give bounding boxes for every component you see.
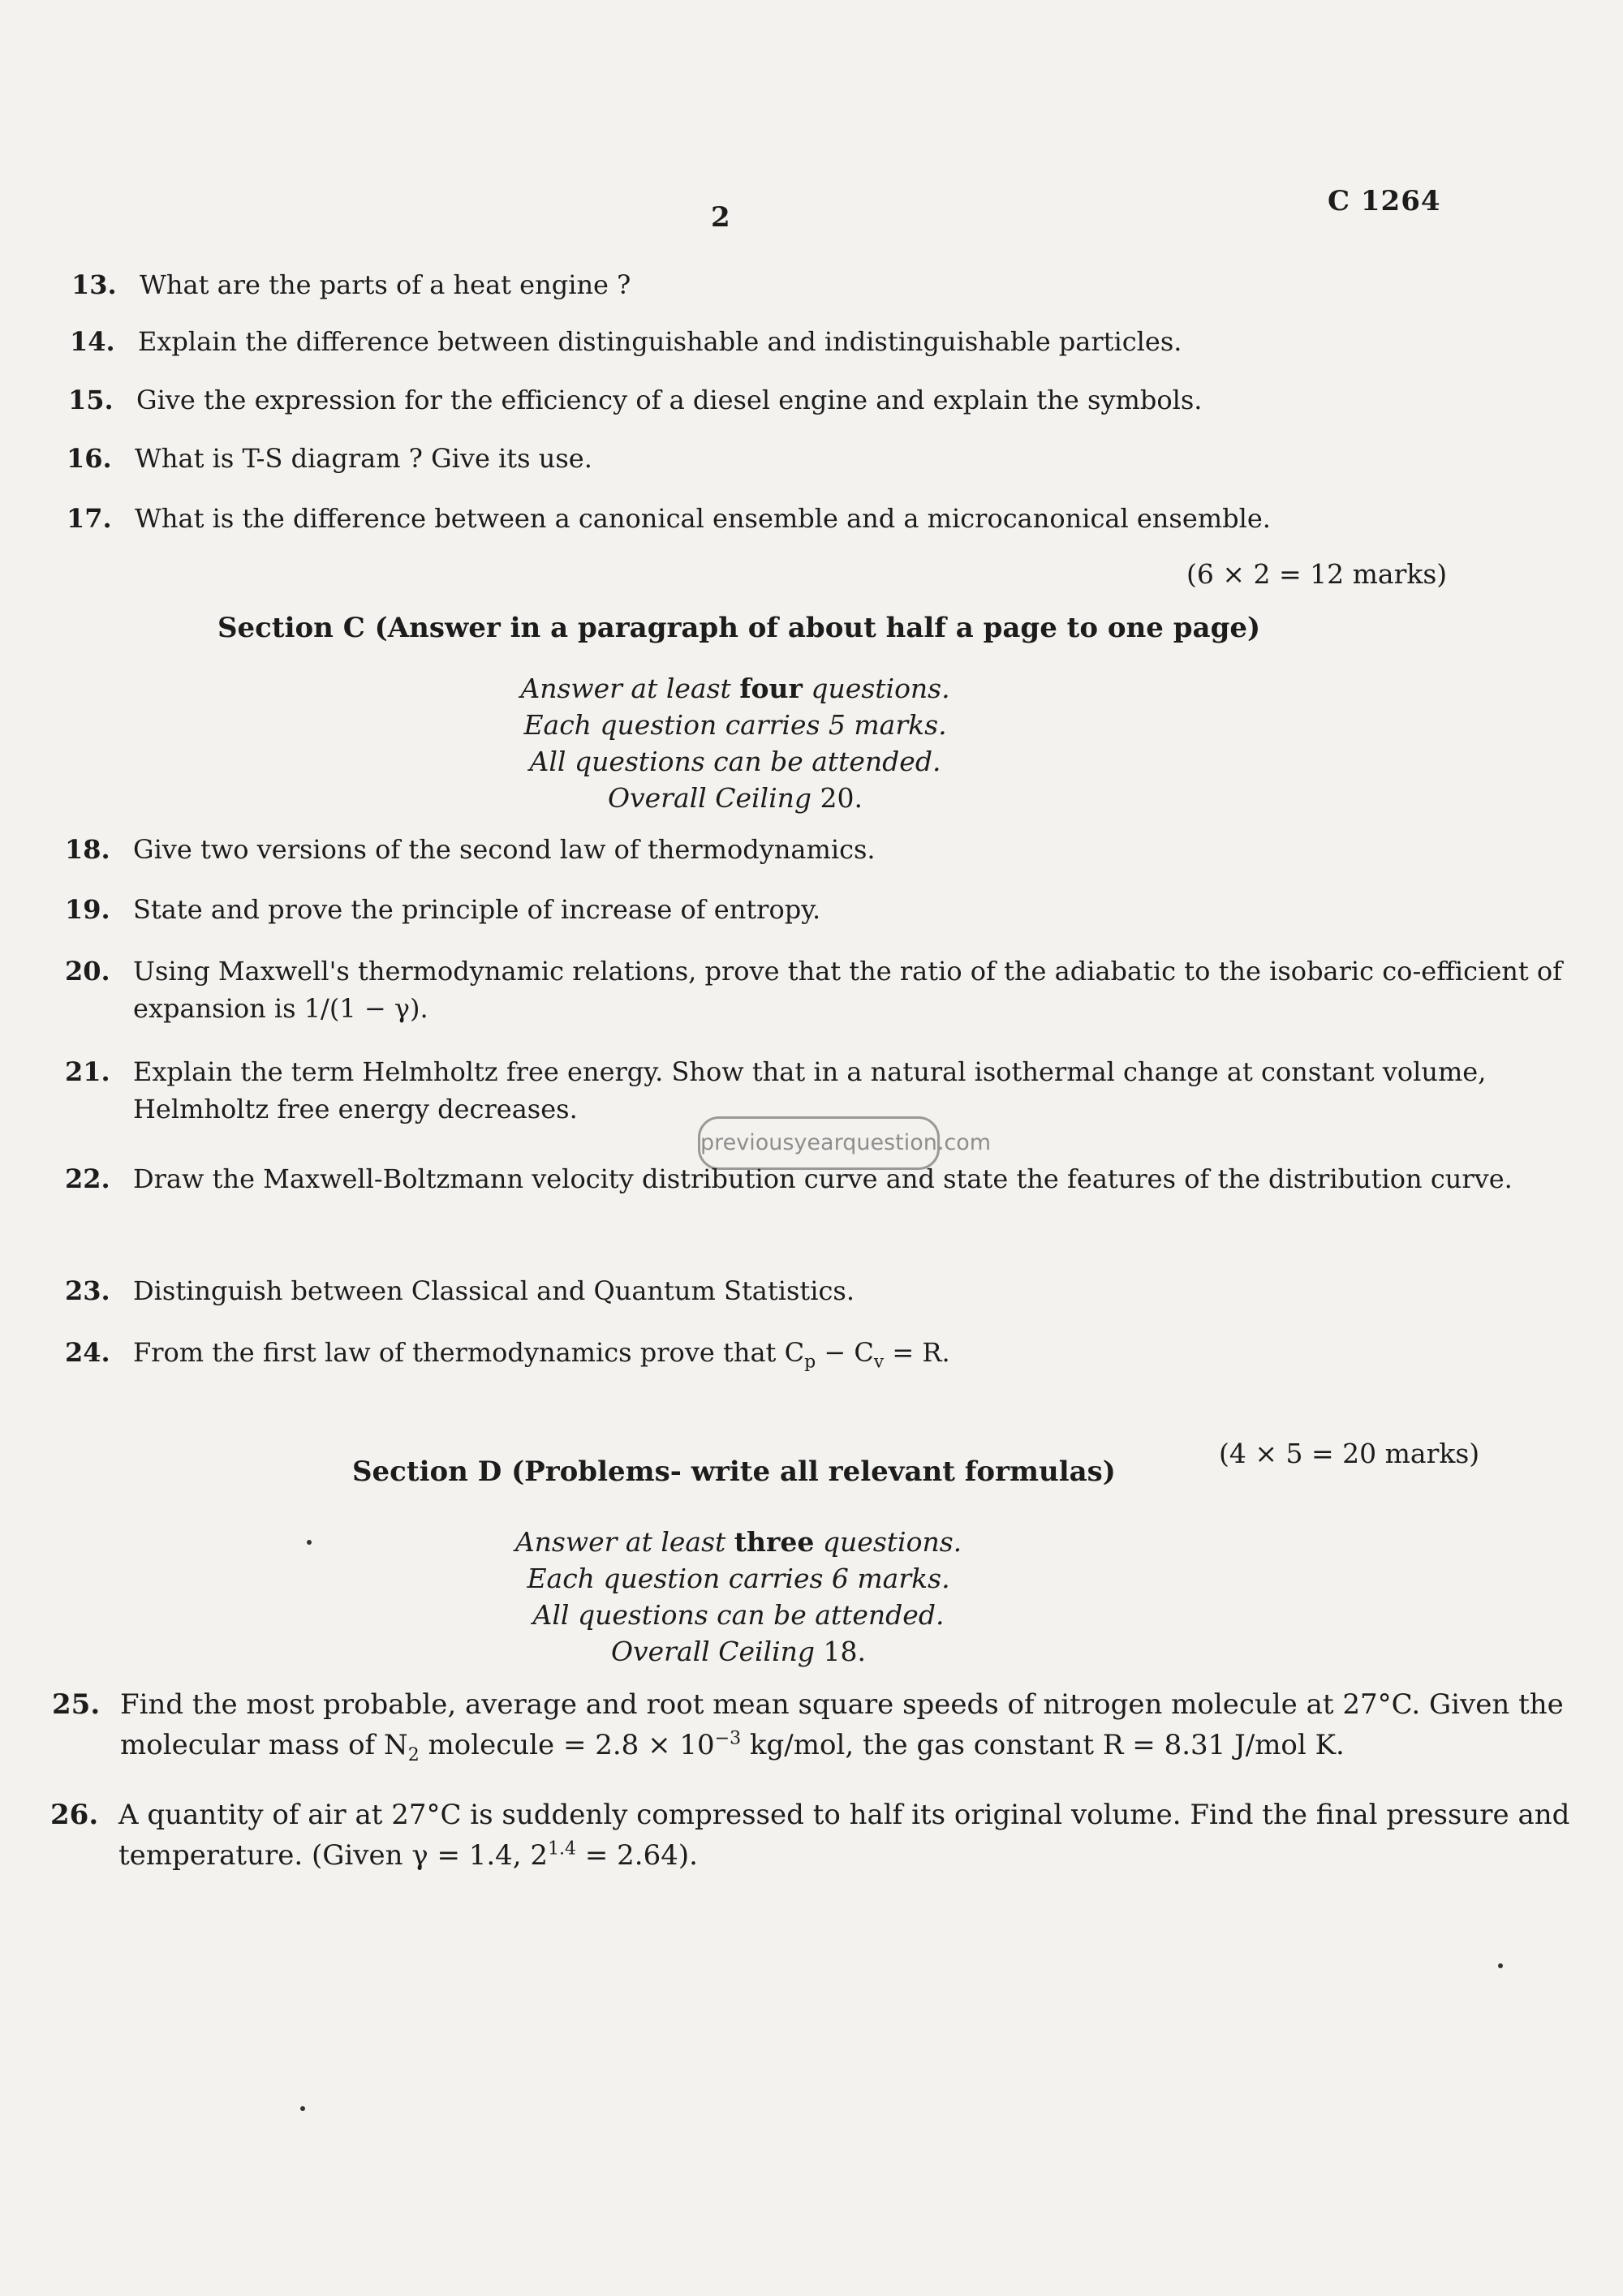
question-text: Find the most probable, average and root mean square speeds of nitrogen molecule at 27°C. Given the molecular mass of $N_2$ molecule = $2.8 \times 10^{-3}$ kg/mol, the gas constant R = 8.31 J/mol K. [120,1688,1564,1765]
question-text: Give the expression for the efficiency of a diesel engine and explain the symbols. [136,385,1203,415]
watermark-logo: previousyearquestion.com [698,1116,940,1170]
instruction-line: Each question carries 6 marks. [527,1563,950,1594]
question-number: 21. [65,1056,110,1087]
scan-speck [300,2106,305,2111]
question-number: 26. [50,1799,99,1831]
question-number: 19. [65,894,110,925]
instruction-line: Answer at least three questions. [514,1526,962,1558]
section-b-marks: (6 × 2 = 12 marks) [1186,558,1448,590]
section-d-instructions [373,1524,1104,1670]
question-text: State and prove the principle of increase of entropy. [133,894,821,925]
instruction-line: Overall Ceiling 20. [607,782,863,814]
question-text: What is T-S diagram ? Give its use. [135,443,592,474]
question-text: Distinguish between Classical and Quantum Statistics. [133,1275,855,1306]
section-c-title: Section C (Answer in a paragraph of about half a page to one page) [217,612,1261,644]
question-number: 14. [70,326,115,357]
scan-speck [1498,1963,1503,1968]
question-text: Give two versions of the second law of thermodynamics. [133,834,876,865]
instruction-line: All questions can be attended. [532,1599,945,1631]
scan-speck [307,1540,312,1545]
question-number: 22. [65,1163,110,1194]
question-number: 24. [65,1337,110,1368]
question-number: 13. [71,269,117,300]
section-c-instructions [370,670,1100,816]
instruction-line: Overall Ceiling 18. [610,1636,867,1667]
question-text: What is the difference between a canonical ensemble and a microcanonical ensemble. [135,503,1271,534]
question-number: 23. [65,1275,110,1306]
question-text: Explain the term Helmholtz free energy. Show that in a natural isothermal change at constant volume, Helmholtz free energy decreases. [133,1056,1487,1124]
section-c-marks: (4 × 5 = 20 marks) [1219,1438,1480,1469]
section-d-title: Section D (Problems- write all relevant formulas) [352,1455,1116,1488]
instruction-line: Each question carries 5 marks. [523,709,947,741]
question-text: Explain the difference between distinguishable and indistinguishable particles. [138,326,1182,357]
question-number: 17. [67,503,112,534]
question-number: 16. [67,443,112,474]
question-text: Draw the Maxwell-Boltzmann velocity distribution curve and state the features of the distribution curve. [133,1163,1513,1194]
page-number: 2 [711,201,730,234]
question-text: What are the parts of a heat engine ? [140,269,631,300]
question-text: From the first law of thermodynamics prove that $C_p - C_v = R$. [133,1337,950,1373]
question-text: A quantity of air at 27°C is suddenly compressed to half its original volume. Find the final pressure and temperature. (Given γ = 1.4, $2^{1.4} = 2.64$). [118,1799,1570,1872]
instruction-line: All questions can be attended. [529,746,941,777]
question-text: Using Maxwell's thermodynamic relations, prove that the ratio of the adiabatic to the isobaric co-efficient of expansion is 1/(1 − γ). [133,956,1562,1024]
paper-code: C 1264 [1328,185,1441,217]
question-number: 20. [65,956,110,987]
question-number: 25. [52,1688,101,1721]
question-number: 15. [68,385,114,415]
question-number: 18. [65,834,110,865]
instruction-line: Answer at least four questions. [520,673,950,704]
